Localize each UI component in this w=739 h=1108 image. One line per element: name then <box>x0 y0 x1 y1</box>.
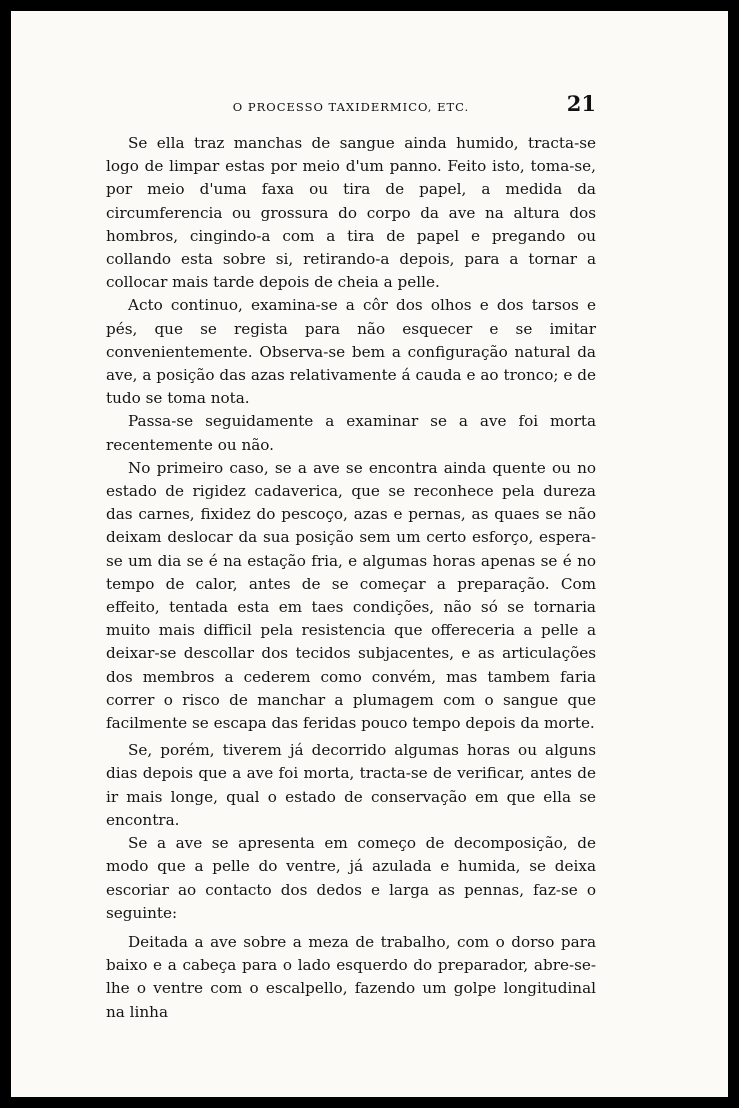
paragraph: Se a ave se apresenta em começo de decomposição, de modo que a pelle do ventre, já azulada e humida, se deixa escoriar ao contacto dos dedos e larga as pennas, faz-se o seguinte: <box>106 834 596 922</box>
book-page <box>11 11 728 1097</box>
paragraph: Se, porém, tiverem já decorrido algumas horas ou alguns dias depois que a ave foi morta, tracta-se de verificar, antes de ir mais longe, qual o estado de conservação em que ella se encontra. <box>106 741 596 829</box>
paragraph: Acto continuo, examina-se a côr dos olhos e dos tarsos e pés, que se regista para não esquecer e se imitar convenientemente. Observa-se bem a configuração natural da ave, a posição das azas relativamente á cauda e ao tronco; e de tudo se toma nota. <box>106 296 596 408</box>
paragraph: Deitada a ave sobre a meza de trabalho, com o dorso para baixo e a cabeça para o lado esquerdo do preparador, abre-se-lhe o ventre com o escalpello, fazendo um golpe longitudinal na linha <box>106 932 596 1021</box>
page-body <box>106 132 596 1024</box>
page-number: 21 <box>566 91 596 116</box>
paragraph: Passa-se seguidamente a examinar se a ave foi morta recentemente ou não. <box>106 412 596 454</box>
paragraph: No primeiro caso, se a ave se encontra ainda quente ou no estado de rigidez cadaverica, que se reconhece pela dureza das carnes, fixidez do pescoço, azas e pernas, as quaes se não deixam deslocar da sua posição sem um certo esforço, espera-se um dia se é na estação fria, e algumas horas apenas se é no tempo de calor, antes de se começar a preparação. Com effeito, tentada esta em taes condições, não só se tornaria muito mais difficil pela resistencia que offereceria a pelle a deixar-se descollar dos tecidos subjacentes, e as articulações dos membros a cederem como convém, mas tambem faria correr o risco de manchar a plumagem com o sangue que facilmente se escapa das feridas pouco tempo depois da morte. <box>106 458 596 733</box>
running-title: O PROCESSO TAXIDERMICO, ETC. <box>232 100 470 114</box>
page-header <box>106 91 596 121</box>
paragraph: Se ella traz manchas de sangue ainda humido, tracta-se logo de limpar estas por meio d'um panno. Feito isto, toma-se, por meio d'uma faxa ou tira de papel, a medida da circumferencia ou grossura do corpo da ave na altura dos hombros, cingindo-a com a tira de papel e pregando ou collando esta sobre si, retirando-a depois, para a tornar a collocar mais tarde depois de cheia a pelle. <box>106 134 596 292</box>
